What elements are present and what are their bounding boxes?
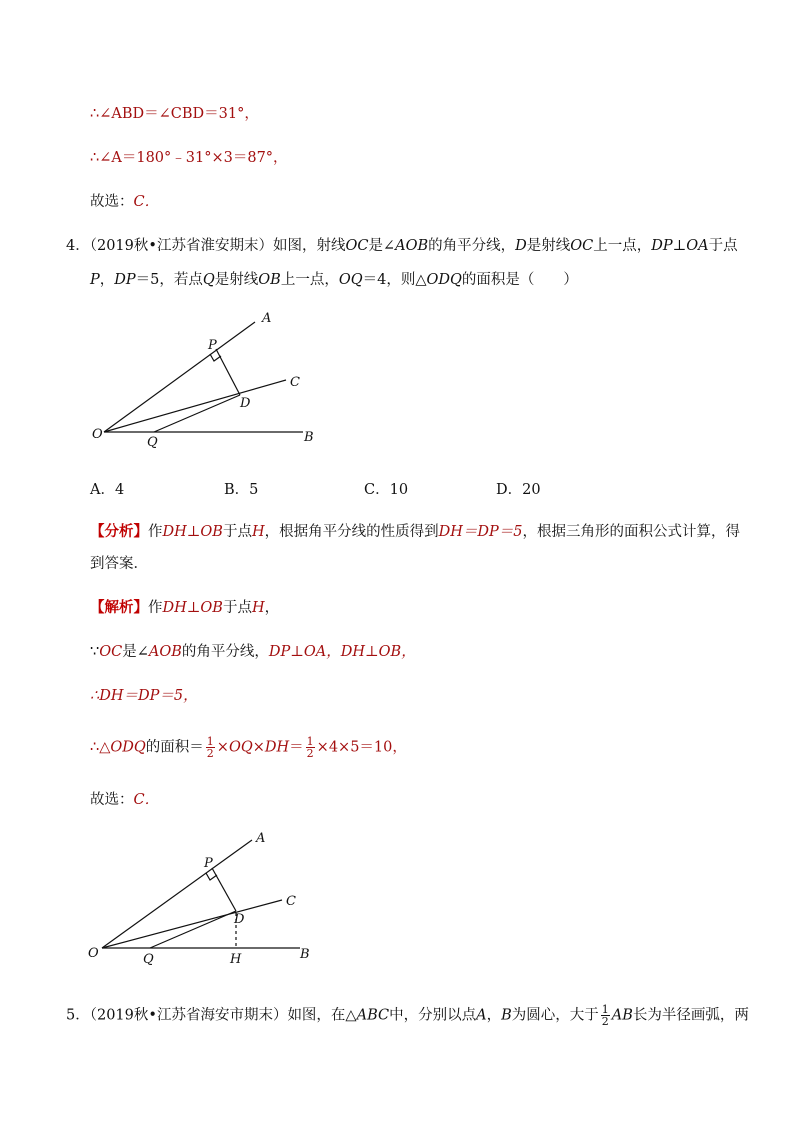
fraction-half	[306, 736, 315, 759]
analysis-text: 作	[148, 524, 163, 540]
label-c: C	[290, 375, 300, 390]
var-oc: OC	[570, 238, 594, 254]
perp-symbol: ⊥	[672, 238, 687, 254]
prev-step-2-text: ∴∠A＝180°﹣31°×3＝87°，	[90, 150, 288, 166]
prev-answer	[90, 192, 159, 212]
question-4-line-2	[90, 270, 578, 290]
stem-text: 如图，射线	[272, 238, 346, 254]
option-a[interactable]: A．4	[90, 482, 125, 498]
prev-step-1	[90, 104, 259, 124]
solution-text: 的面积＝	[145, 739, 204, 756]
ray-oa	[102, 840, 252, 948]
solution-expr: DH⊥OB	[162, 600, 223, 616]
solution-expr: DH	[264, 739, 290, 756]
var-dp: DP	[651, 238, 673, 254]
right-angle-mark	[206, 873, 217, 880]
solution-text: ，	[264, 600, 280, 616]
solution-text: 的角平分线，	[181, 644, 269, 660]
solution-tag: 【解析】	[90, 599, 148, 616]
var-abc: ABC	[356, 1007, 390, 1024]
solution-expr: AOB	[148, 644, 182, 660]
analysis-text: ，根据角平分线的性质得到	[264, 524, 439, 540]
analysis-tag: 【分析】	[90, 523, 148, 540]
stem-text: 是射线	[526, 238, 571, 254]
segment-pd	[216, 349, 240, 395]
solution-expr: ×4×5＝10，	[316, 739, 407, 756]
figure-2	[102, 840, 300, 948]
solution-expr: H	[251, 600, 265, 616]
stem-text: 的面积是（ ）	[461, 272, 578, 288]
ray-oc	[104, 380, 286, 432]
stem-text: ，	[99, 272, 115, 288]
solution-expr: DP⊥OA，DH⊥OB，	[268, 644, 416, 660]
ray-oa	[104, 322, 255, 432]
stem-text: 是∠	[368, 238, 396, 254]
label-d: D	[240, 396, 251, 411]
var-b: B	[501, 1007, 512, 1024]
label-q: Q	[143, 952, 154, 967]
option-c[interactable]: C．10	[364, 482, 409, 498]
answer-value: C．	[133, 792, 160, 808]
var-ob: OB	[258, 272, 281, 288]
option-b[interactable]: B．5	[224, 482, 259, 498]
fraction-numerator: 1	[206, 735, 214, 748]
solution-expr: OC	[99, 644, 123, 660]
solution-line-2	[90, 642, 416, 662]
var-d: D	[515, 238, 527, 254]
question-source: （2019秋•江苏省海安市期末）	[89, 1007, 288, 1024]
var-oc: OC	[345, 238, 369, 254]
stem-text: ＝4，则△	[362, 272, 427, 288]
option-d[interactable]: D．20	[496, 482, 541, 498]
stem-text: 上一点，	[593, 238, 652, 254]
segment-qd	[154, 395, 240, 432]
question-number: 5．	[66, 1007, 90, 1024]
solution-expr: OQ	[228, 739, 253, 756]
stem-text: 的角平分线，	[428, 238, 516, 254]
analysis-line-2	[90, 554, 148, 574]
because-symbol: ∵	[90, 644, 100, 660]
stem-text: 如图，在△	[287, 1007, 357, 1024]
label-c: C	[286, 894, 296, 909]
question-5-line-1	[66, 1004, 749, 1027]
solution-text: 于点	[222, 600, 252, 616]
stem-text: ，	[486, 1007, 502, 1024]
stem-text: 长为半径画弧，两	[632, 1007, 749, 1024]
fraction-half	[206, 736, 215, 759]
analysis-line-1	[90, 522, 740, 542]
label-h: H	[230, 952, 242, 967]
solution-line-3	[90, 686, 198, 706]
question-number: 4．	[66, 238, 90, 254]
stem-text: 是射线	[214, 272, 259, 288]
var-p: P	[90, 272, 100, 288]
label-a: A	[262, 311, 272, 326]
ray-oc	[102, 900, 282, 948]
fraction-numerator: 1	[601, 1003, 609, 1016]
analysis-expr: DH⊥OB	[162, 524, 223, 540]
label-b: B	[304, 430, 314, 445]
label-p: P	[204, 856, 213, 871]
prev-step-2	[90, 148, 288, 168]
var-oa: OA	[686, 238, 709, 254]
solution-answer	[90, 790, 159, 810]
label-d: D	[234, 912, 245, 927]
var-ab: AB	[611, 1007, 633, 1024]
segment-pd	[212, 868, 236, 911]
fraction-denominator: 2	[306, 747, 314, 760]
var-oq: OQ	[338, 272, 363, 288]
var-odq: ODQ	[426, 272, 462, 288]
solution-text: 作	[148, 600, 163, 616]
fraction-numerator: 1	[306, 735, 314, 748]
stem-text: 于点	[708, 238, 738, 254]
var-a: A	[476, 1007, 487, 1024]
question-source: （2019秋•江苏省淮安期末）	[89, 238, 273, 254]
solution-expr: ∴DH＝DP＝5，	[90, 688, 198, 704]
answer-value: C．	[133, 194, 160, 210]
var-dp: DP	[114, 272, 136, 288]
label-q: Q	[147, 435, 158, 450]
solution-expr: ×	[216, 739, 229, 756]
solution-expr: ×	[252, 739, 265, 756]
label-p: P	[208, 338, 217, 353]
solution-expr: ODQ	[110, 739, 146, 756]
answer-prefix: 故选：	[90, 792, 134, 808]
solution-line-1	[90, 598, 279, 618]
solution-line-4	[90, 736, 407, 759]
answer-prefix: 故选：	[90, 194, 134, 210]
prev-step-1-text: ∴∠ABD＝∠CBD＝31°，	[90, 106, 259, 122]
solution-expr: ∴△	[90, 739, 111, 756]
segment-qd	[150, 911, 236, 948]
stem-text: ＝5，若点	[135, 272, 203, 288]
label-o: O	[92, 427, 103, 442]
analysis-text: 到答案．	[90, 556, 148, 572]
question-4-line-1	[66, 236, 738, 256]
fraction-denominator: 2	[206, 747, 214, 760]
stem-text: 为圆心，大于	[511, 1007, 599, 1024]
solution-expr: ＝	[289, 739, 304, 756]
label-b: B	[300, 947, 310, 962]
analysis-text: 于点	[222, 524, 252, 540]
solution-text: 是∠	[122, 644, 149, 660]
right-angle-mark	[210, 354, 221, 361]
fraction-denominator: 2	[601, 1015, 609, 1028]
analysis-text: ，根据三角形的面积公式计算，得	[522, 524, 740, 540]
analysis-expr: H	[251, 524, 265, 540]
label-o: O	[88, 946, 99, 961]
stem-text: 中，分别以点	[389, 1007, 477, 1024]
fraction-half	[601, 1004, 610, 1027]
analysis-expr: DH＝DP＝5	[438, 524, 523, 540]
label-a: A	[256, 831, 266, 846]
stem-text: 上一点，	[280, 272, 339, 288]
var-aob: AOB	[395, 238, 429, 254]
var-q: Q	[202, 272, 215, 288]
